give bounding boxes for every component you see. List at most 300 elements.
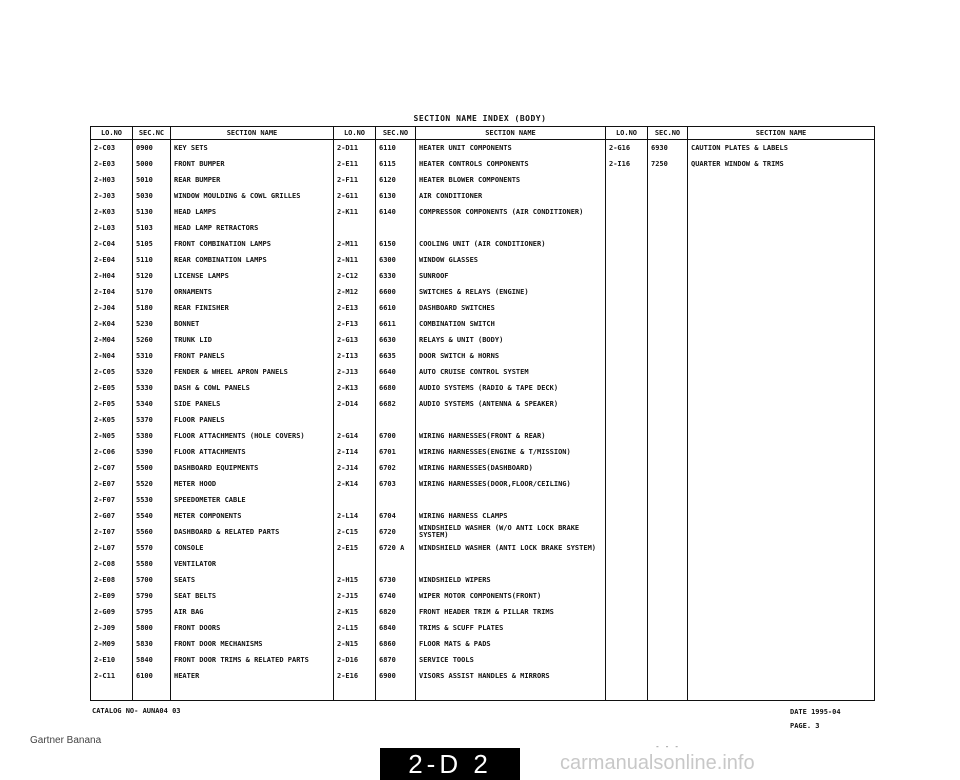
table-row [91,476,875,492]
table-cell: 2-H15 [334,572,376,588]
table-cell: 2-E10 [91,652,133,668]
table-cell: 2-K14 [334,476,376,492]
table-cell: 2-D16 [334,652,376,668]
table-cell: 6870 [376,652,416,668]
table-cell: WIRING HARNESSES(ENGINE & T/MISSION) [416,444,606,460]
table-cell: 5795 [133,604,171,620]
date-page-block [790,705,841,733]
table-cell: 6701 [376,444,416,460]
header-section-name-2: SECTION NAME [416,127,606,140]
table-cell: WIRING HARNESSES(DOOR,FLOOR/CEILING) [416,476,606,492]
table-cell: LICENSE LAMPS [171,268,334,284]
table-cell [606,252,648,268]
table-cell: 6611 [376,316,416,332]
table-cell: 2-K04 [91,316,133,332]
header-sec-no-2: SEC.NO [376,127,416,140]
table-row [91,588,875,604]
table-cell [648,684,688,701]
table-cell: SWITCHES & RELAYS (ENGINE) [416,284,606,300]
table-cell: SERVICE TOOLS [416,652,606,668]
table-row [91,428,875,444]
table-cell: 5103 [133,220,171,236]
table-row [91,540,875,556]
table-cell: 2-D14 [334,396,376,412]
table-cell: 2-D11 [334,140,376,157]
table-cell: 2-C07 [91,460,133,476]
table-cell: 6100 [133,668,171,684]
table-cell: 5105 [133,236,171,252]
table-cell: DASH & COWL PANELS [171,380,334,396]
table-cell: HEAD LAMP RETRACTORS [171,220,334,236]
header-sec-no-3: SEC.NO [648,127,688,140]
table-row [91,460,875,476]
table-cell [334,412,376,428]
table-cell: 6740 [376,588,416,604]
header-lo-no-1: LO.NO [91,127,133,140]
table-cell [648,540,688,556]
table-row [91,252,875,268]
table-cell [688,332,875,348]
table-cell: 2-E15 [334,540,376,556]
header-section-name-1: SECTION NAME [171,127,334,140]
table-cell [648,620,688,636]
table-cell: 6703 [376,476,416,492]
table-cell: 5520 [133,476,171,492]
table-row [91,380,875,396]
table-cell [171,684,334,701]
table-cell: 2-J04 [91,300,133,316]
table-cell: 6720 A [376,540,416,556]
table-cell: HEATER BLOWER COMPONENTS [416,172,606,188]
table-cell: 2-F13 [334,316,376,332]
table-cell: HEAD LAMPS [171,204,334,220]
table-cell: 2-K11 [334,204,376,220]
table-cell [133,684,171,701]
table-cell: METER HOOD [171,476,334,492]
table-cell [376,556,416,572]
table-cell [688,412,875,428]
table-cell: 2-L15 [334,620,376,636]
table-cell: 2-E04 [91,252,133,268]
table-cell: AUDIO SYSTEMS (ANTENNA & SPEAKER) [416,396,606,412]
table-cell: 2-F07 [91,492,133,508]
table-cell: 6120 [376,172,416,188]
table-cell: FRONT DOORS [171,620,334,636]
table-cell [606,524,648,540]
table-cell [648,508,688,524]
table-cell: 6860 [376,636,416,652]
table-cell: 2-E03 [91,156,133,172]
table-cell: SEAT BELTS [171,588,334,604]
table-row [91,444,875,460]
table-row [91,156,875,172]
table-cell: 5570 [133,540,171,556]
table-cell: HEATER [171,668,334,684]
table-row [91,204,875,220]
table-cell: WIRING HARNESSES(FRONT & REAR) [416,428,606,444]
table-cell [648,476,688,492]
table-row [91,652,875,668]
table-row [91,172,875,188]
page-number: PAGE. 3 [790,722,820,730]
table-cell: 2-K13 [334,380,376,396]
table-cell: 6730 [376,572,416,588]
table-cell: 6115 [376,156,416,172]
table-cell: WINDSHIELD WIPERS [416,572,606,588]
table-cell: DOOR SWITCH & HORNS [416,348,606,364]
table-cell [688,380,875,396]
table-row [91,348,875,364]
table-cell [376,684,416,701]
table-cell: 5010 [133,172,171,188]
table-cell [688,396,875,412]
table-cell: COMPRESSOR COMPONENTS (AIR CONDITIONER) [416,204,606,220]
table-cell [648,556,688,572]
table-cell: WIRING HARNESSES(DASHBOARD) [416,460,606,476]
table-cell [688,604,875,620]
table-cell [688,572,875,588]
table-row [91,332,875,348]
table-cell [606,444,648,460]
table-cell: RELAYS & UNIT (BODY) [416,332,606,348]
table-cell: 2-C05 [91,364,133,380]
table-cell: 2-K15 [334,604,376,620]
table-cell: FRONT PANELS [171,348,334,364]
table-cell [688,300,875,316]
table-cell [376,220,416,236]
table-cell [688,684,875,701]
table-header-row [91,127,875,140]
table-cell: WINDSHIELD WASHER (W/O ANTI LOCK BRAKE SYSTEM) [416,524,606,540]
table-cell: 2-C15 [334,524,376,540]
table-cell: 2-E11 [334,156,376,172]
table-cell: 5390 [133,444,171,460]
table-row [91,316,875,332]
table-cell: WINDOW MOULDING & COWL GRILLES [171,188,334,204]
table-cell: 2-L03 [91,220,133,236]
table-cell [688,588,875,604]
table-cell: REAR COMBINATION LAMPS [171,252,334,268]
table-cell: 2-C08 [91,556,133,572]
table-cell: 2-E09 [91,588,133,604]
table-cell: 5540 [133,508,171,524]
table-cell: 5830 [133,636,171,652]
table-cell [606,236,648,252]
table-cell: 5130 [133,204,171,220]
table-cell: 2-C04 [91,236,133,252]
table-cell: 6820 [376,604,416,620]
table-row [91,524,875,540]
table-cell: 5530 [133,492,171,508]
table-cell: 5800 [133,620,171,636]
table-cell: AUDIO SYSTEMS (RADIO & TAPE DECK) [416,380,606,396]
table-cell [606,428,648,444]
table-cell [648,524,688,540]
table-cell: 6300 [376,252,416,268]
table-cell [688,492,875,508]
table-cell: 6140 [376,204,416,220]
table-cell: 6704 [376,508,416,524]
table-cell [688,540,875,556]
table-cell [606,348,648,364]
table-cell [416,220,606,236]
table-cell [334,684,376,701]
table-cell: 6840 [376,620,416,636]
table-cell: 2-M11 [334,236,376,252]
header-lo-no-2: LO.NO [334,127,376,140]
table-cell: 2-L14 [334,508,376,524]
table-cell: 2-C11 [91,668,133,684]
table-cell: 2-E05 [91,380,133,396]
table-cell [688,252,875,268]
table-cell [648,188,688,204]
table-cell: FLOOR ATTACHMENTS (HOLE COVERS) [171,428,334,444]
table-cell: 6720 [376,524,416,540]
table-cell: 5000 [133,156,171,172]
table-cell: 2-C03 [91,140,133,157]
table-cell: 5560 [133,524,171,540]
table-cell: 2-J13 [334,364,376,380]
table-cell: 2-N04 [91,348,133,364]
table-cell: WINDSHIELD WASHER (ANTI LOCK BRAKE SYSTEM) [416,540,606,556]
table-cell [416,492,606,508]
table-cell: 2-G11 [334,188,376,204]
table-cell [606,172,648,188]
table-cell: 5500 [133,460,171,476]
table-cell [606,588,648,604]
table-cell: KEY SETS [171,140,334,157]
table-cell [606,604,648,620]
table-cell: 6900 [376,668,416,684]
table-cell [688,348,875,364]
table-cell [688,284,875,300]
table-row [91,572,875,588]
table-cell [688,172,875,188]
table-cell: 2-I04 [91,284,133,300]
table-cell: 2-N15 [334,636,376,652]
table-row [91,668,875,684]
table-cell [688,204,875,220]
table-cell: HEATER UNIT COMPONENTS [416,140,606,157]
table-cell [648,652,688,668]
table-cell [606,380,648,396]
table-cell [688,268,875,284]
table-cell [648,572,688,588]
table-cell: SIDE PANELS [171,396,334,412]
table-cell: 2-M09 [91,636,133,652]
table-cell [606,284,648,300]
table-cell: 6150 [376,236,416,252]
table-cell: 2-I16 [606,156,648,172]
table-cell [606,508,648,524]
table-cell [334,556,376,572]
table-cell: 2-G13 [334,332,376,348]
table-cell: 5230 [133,316,171,332]
table-cell [606,476,648,492]
table-cell [376,412,416,428]
table-cell [648,492,688,508]
table-cell: 2-K05 [91,412,133,428]
table-cell: REAR BUMPER [171,172,334,188]
table-cell: WIRING HARNESS CLAMPS [416,508,606,524]
table-cell [606,268,648,284]
table-cell: 2-J09 [91,620,133,636]
table-row [91,620,875,636]
table-cell: VENTILATOR [171,556,334,572]
page-title: SECTION NAME INDEX (BODY) [413,114,547,123]
table-cell: 2-H04 [91,268,133,284]
table-cell: 6702 [376,460,416,476]
table-cell: 6700 [376,428,416,444]
table-cell [416,684,606,701]
table-cell: 2-F05 [91,396,133,412]
table-cell: QUARTER WINDOW & TRIMS [688,156,875,172]
table-cell [648,460,688,476]
table-cell [688,620,875,636]
table-cell [648,668,688,684]
table-cell [606,540,648,556]
table-cell [688,476,875,492]
table-cell: 6600 [376,284,416,300]
table-cell: 7250 [648,156,688,172]
table-cell [688,220,875,236]
table-row [91,220,875,236]
table-cell: 5840 [133,652,171,668]
table-cell: 2-J03 [91,188,133,204]
table-cell: FRONT DOOR TRIMS & RELATED PARTS [171,652,334,668]
table-row [91,364,875,380]
table-cell: 5370 [133,412,171,428]
table-cell: 5700 [133,572,171,588]
table-cell: ORNAMENTS [171,284,334,300]
table-row [91,188,875,204]
table-cell: 2-G09 [91,604,133,620]
table-cell: 6680 [376,380,416,396]
table-cell [606,204,648,220]
table-cell: 2-J15 [334,588,376,604]
table-cell: 6930 [648,140,688,157]
table-cell: 5170 [133,284,171,300]
table-cell [606,220,648,236]
table-row [91,604,875,620]
table-cell [648,380,688,396]
table-cell: VISORS ASSIST HANDLES & MIRRORS [416,668,606,684]
table-cell: 2-N05 [91,428,133,444]
table-cell: 5580 [133,556,171,572]
table-cell: 2-M12 [334,284,376,300]
table-cell: 5120 [133,268,171,284]
table-cell [648,636,688,652]
table-cell [416,412,606,428]
table-row [91,636,875,652]
table-cell: HEATER CONTROLS COMPONENTS [416,156,606,172]
table-cell: 5790 [133,588,171,604]
table-cell [606,668,648,684]
table-cell [688,460,875,476]
table-cell [606,364,648,380]
table-cell: COOLING UNIT (AIR CONDITIONER) [416,236,606,252]
table-cell: 6640 [376,364,416,380]
table-cell: 2-C12 [334,268,376,284]
table-cell [334,492,376,508]
table-cell: FENDER & WHEEL APRON PANELS [171,364,334,380]
table-cell: FRONT DOOR MECHANISMS [171,636,334,652]
table-row [91,508,875,524]
table-cell: TRIMS & SCUFF PLATES [416,620,606,636]
table-cell [648,604,688,620]
header-sec-no-1: SEC.NC [133,127,171,140]
table-cell: 2-G14 [334,428,376,444]
table-row [91,396,875,412]
table-cell: 2-E16 [334,668,376,684]
table-cell: TRUNK LID [171,332,334,348]
table-cell: CONSOLE [171,540,334,556]
table-cell: 2-J14 [334,460,376,476]
table-cell: 2-I07 [91,524,133,540]
table-cell [606,300,648,316]
table-cell: AUTO CRUISE CONTROL SYSTEM [416,364,606,380]
table-cell [688,444,875,460]
table-cell: 5380 [133,428,171,444]
table-cell [606,556,648,572]
table-cell: FLOOR ATTACHMENTS [171,444,334,460]
table-cell: 2-L07 [91,540,133,556]
table-cell: 2-E13 [334,300,376,316]
table-cell [688,428,875,444]
table-cell: 5330 [133,380,171,396]
table-cell: COMBINATION SWITCH [416,316,606,332]
table-cell [688,668,875,684]
table-cell [606,396,648,412]
table-cell [648,172,688,188]
header-lo-no-3: LO.NO [606,127,648,140]
table-cell: FLOOR MATS & PADS [416,636,606,652]
table-cell: 5310 [133,348,171,364]
table-cell: 2-C06 [91,444,133,460]
table-cell [688,652,875,668]
date-label: DATE 1995-04 [790,708,841,716]
table-cell: 2-G07 [91,508,133,524]
table-cell [606,684,648,701]
table-cell: 5110 [133,252,171,268]
table-cell: 6635 [376,348,416,364]
table-cell: 5260 [133,332,171,348]
table-row [91,140,875,157]
table-cell [91,684,133,701]
table-cell: FLOOR PANELS [171,412,334,428]
table-cell: 6610 [376,300,416,316]
table-cell [376,492,416,508]
catalog-number: CATALOG NO- AUNA04 03 [92,707,181,715]
table-cell [606,460,648,476]
watermark-text: Gartner Banana [30,735,102,746]
table-cell [606,572,648,588]
table-cell [648,396,688,412]
table-cell: REAR FINISHER [171,300,334,316]
table-row [91,284,875,300]
table-cell: 6630 [376,332,416,348]
table-cell: 5180 [133,300,171,316]
table-cell [688,364,875,380]
table-cell [688,524,875,540]
table-cell: WIPER MOTOR COMPONENTS(FRONT) [416,588,606,604]
table-cell: METER COMPONENTS [171,508,334,524]
table-cell: DASHBOARD SWITCHES [416,300,606,316]
table-cell [688,188,875,204]
table-cell: SPEEDOMETER CABLE [171,492,334,508]
table-cell [648,252,688,268]
table-cell [648,412,688,428]
